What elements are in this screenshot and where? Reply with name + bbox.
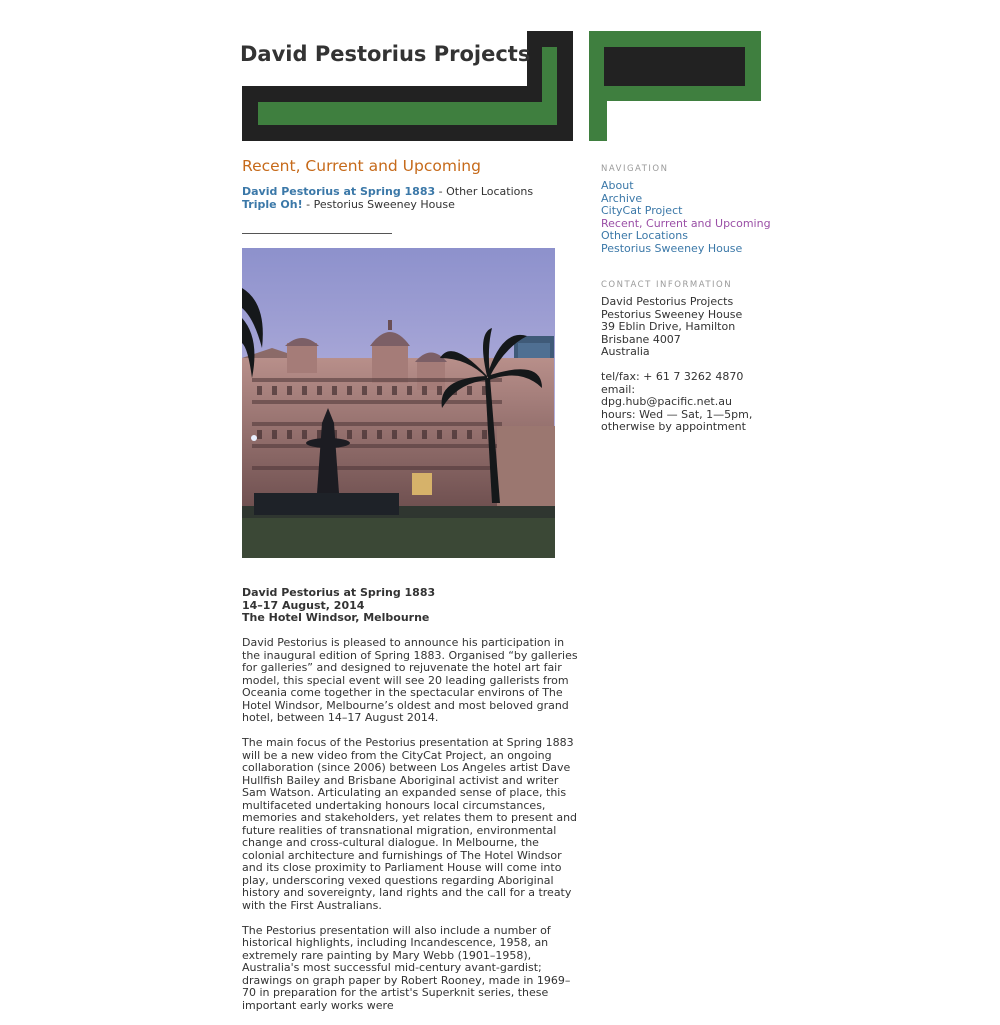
event-location: Pestorius Sweeney House [313,197,455,211]
navigation [601,180,771,255]
nav-heading: NAVIGATION [601,164,669,174]
contact-line: David Pestorius Projects [601,295,734,308]
article-dates: 14–17 August, 2014 [242,598,365,612]
contact-hours: hours: Wed — Sat, 1—5pm, [601,407,753,421]
event-link-triple-oh[interactable]: Triple Oh! [242,197,303,211]
contact-email[interactable]: dpg.hub@pacific.net.au [601,395,732,408]
event-item [242,199,533,212]
nav-link-citycat-project[interactable]: CityCat Project [601,204,683,217]
event-separator: - [302,197,314,211]
contact-email-label: email: [601,382,636,396]
contact-line: Pestorius Sweeney House [601,307,743,321]
nav-link-about[interactable]: About [601,179,634,192]
article-title: David Pestorius at Spring 1883 [242,586,436,599]
contact-heading: CONTACT INFORMATION [601,280,733,290]
event-list [242,186,533,211]
section-title: Recent, Current and Upcoming [242,157,481,175]
article-paragraph: The Pestorius presentation will also include a number of historical highlights, including Incandescence, 1958, an extremely rare painting by Mary Webb (1901–1958), Australia's most successful mid-century avant-gardist; drawings on graph paper by Robert Rooney, made in 1969–70 in preparation for the artist's Superknit series, these important early works were [242,923,571,1012]
hotel-windsor-photo [242,248,555,558]
event-link-spring-1883[interactable]: David Pestorius at Spring 1883 [242,185,436,198]
contact-phone: tel/fax: + 61 7 3262 4870 [601,370,744,383]
contact-line: Australia [601,345,650,358]
logo-right-dark [604,47,745,86]
article-heading [242,587,582,625]
site-title[interactable]: David Pestorius Projects [240,42,531,66]
nav-link-archive[interactable]: Archive [601,191,643,205]
contact-line: 39 Eblin Drive, Hamilton [601,320,736,333]
article [242,587,582,1025]
nav-link-recent-current-upcoming[interactable]: Recent, Current and Upcoming [601,216,771,230]
event-separator: - [435,185,447,198]
divider [242,233,392,234]
nav-link-pestorius-sweeney-house[interactable]: Pestorius Sweeney House [601,241,743,255]
article-paragraph: The main focus of the Pestorius presentation at Spring 1883 will be a new video from the CityCat Project, an ongoing collaboration (since 2006) between Los Angeles artist Dave Hullfish Bailey and Brisbane Aboriginal activist and writer Sam Watson. Articulating an expanded sense of place, this multifaceted undertaking honours local circumstances, memories and stakeholders, yet relates them to present and future realities of transnational migration, environmental change and cross-cultural dialogue. In Melbourne, the colonial architecture and furnishings of The Hotel Windsor and its close proximity to Parliament House will come into play, underscoring vexed questions regarding Aboriginal history and sovereignty, land rights and the call for a treaty with the First Australians. [242,736,578,912]
event-location: Other Locations [446,185,534,198]
article-venue: The Hotel Windsor, Melbourne [242,611,430,624]
article-paragraph: David Pestorius is pleased to announce his participation in the inaugural edition of Spring 1883. Organised “by galleries for galleries” and designed to rejuvenate the hotel art fair model, this special event will see 20 leading gallerists from Oceania come together in the spectacular environs of The Hotel Windsor, Melbourne’s oldest and most beloved grand hotel, between 14–17 August 2014. [242,636,578,724]
contact-line: Brisbane 4007 [601,332,681,346]
contact-info [601,296,771,434]
contact-appointment: otherwise by appointment [601,420,746,433]
nav-link-other-locations[interactable]: Other Locations [601,229,688,242]
